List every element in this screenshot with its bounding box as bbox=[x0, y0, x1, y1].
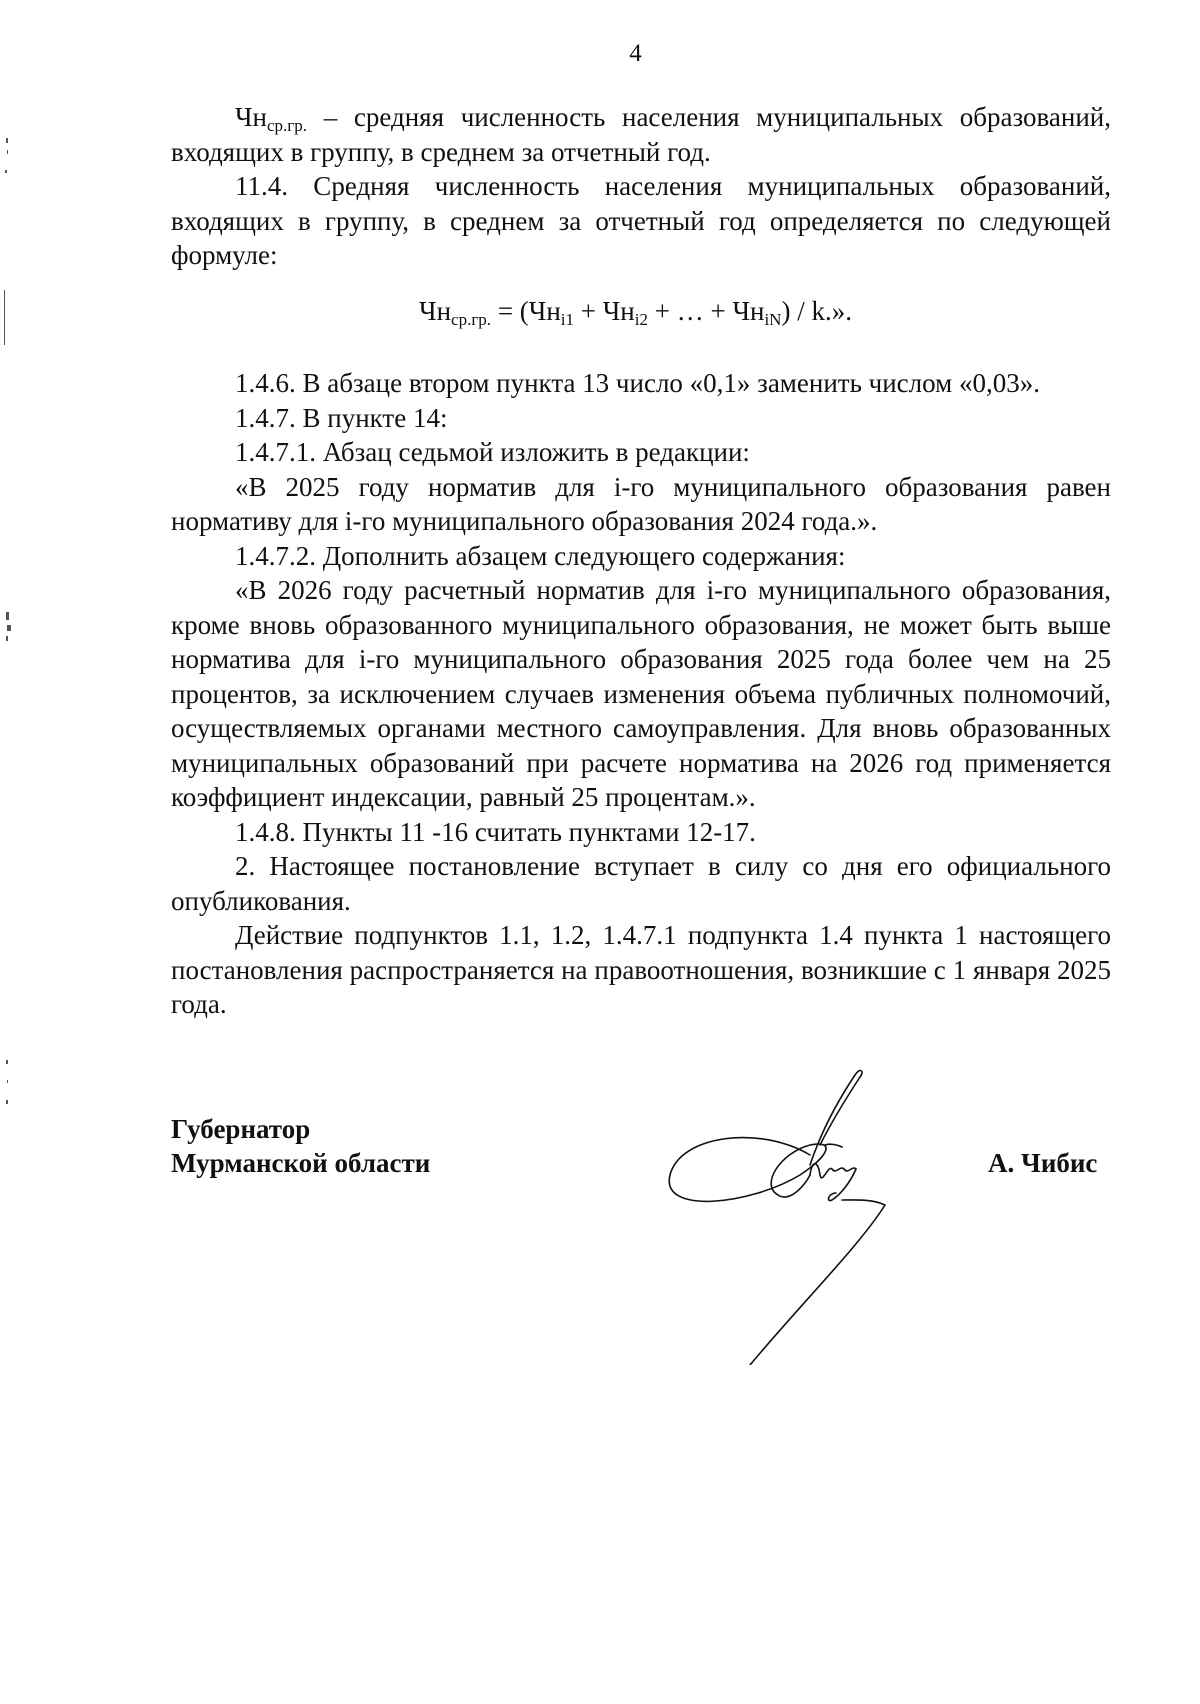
document-body-continued bbox=[171, 366, 1111, 1022]
signatory-title bbox=[171, 1112, 430, 1180]
definition-paragraph bbox=[171, 100, 1111, 169]
document-body bbox=[171, 100, 1111, 273]
formula-term1: Чн bbox=[528, 296, 561, 326]
formula-lhs: Чн bbox=[419, 296, 452, 326]
formula-term2: Чн bbox=[602, 296, 635, 326]
formula-term3-sub: iN bbox=[764, 310, 782, 329]
paragraph-1-4-6: 1.4.6. В абзаце втором пункта 13 число «0,1» заменить числом «0,03». bbox=[235, 368, 1040, 398]
signatory-title-line2: Мурманской области bbox=[171, 1148, 431, 1178]
formula-lhs-sub: ср.гр. bbox=[451, 310, 492, 329]
signatory-title-line1: Губернатор bbox=[171, 1114, 311, 1144]
formula-eq: = ( bbox=[491, 296, 529, 326]
quote-2025: «В 2025 году норматив для i-го муниципального образования равен нормативу для i-го муниципального образования 2024 года.». bbox=[171, 471, 1111, 536]
paragraph-1-4-7-2: 1.4.7.2. Дополнить абзацем следующего содержания: bbox=[235, 540, 846, 571]
quote-2026: «В 2026 году расчетный норматив для i-го муниципального образования, кроме вновь образованного муниципального образования, не может быть выше норматива для i-го муниципального образования 2025 года более чем на 25 процентов, за исключением случаев изменения объема публичных полномочий, осуществляемых органами местного самоуправления. Для вновь образованных муниципальных образований при расчете норматива на 2026 год применяется коэффициент индексации, равный 25 процентам.». bbox=[171, 575, 1111, 812]
definition-symbol: Чн bbox=[235, 102, 267, 132]
paragraph-1-4-8: 1.4.8. Пункты 11 -16 считать пунктами 12-17. bbox=[235, 816, 756, 847]
definition-subscript: ср.гр. bbox=[267, 116, 308, 135]
paragraph-2: 2. Настоящее постановление вступает в силу со дня его официального опубликования. bbox=[171, 851, 1111, 916]
formula-plus: + bbox=[574, 296, 603, 326]
formula-term3: Чн bbox=[732, 296, 765, 326]
page-number: 4 bbox=[629, 40, 642, 67]
paragraph-11-4: 11.4. Средняя численность населения муниципальных образований, входящих в группу, в среднем за отчетный год определяется по следующей формуле: bbox=[171, 171, 1111, 270]
formula-term2-sub: i2 bbox=[634, 310, 648, 329]
definition-text: – средняя численность населения муниципальных образований, входящих в группу, в среднем за отчетный год. bbox=[171, 102, 1111, 167]
paragraph-1-4-7-1: 1.4.7.1. Абзац седьмой изложить в редакции: bbox=[235, 437, 750, 467]
paragraph-effect: Действие подпунктов 1.1, 1.2, 1.4.7.1 подпункта 1.4 пункта 1 настоящего постановления распространяется на правоотношения, возникшие с 1 января 2025 года. bbox=[171, 920, 1111, 1019]
signer-name: А. Чибис bbox=[988, 1148, 1098, 1178]
scan-edge-marks bbox=[0, 0, 20, 1704]
formula-ellipsis: + … + bbox=[647, 296, 733, 326]
formula bbox=[0, 296, 1200, 327]
handwritten-signature bbox=[660, 1065, 920, 1365]
formula-tail: ) / k.». bbox=[781, 296, 852, 326]
formula-term1-sub: i1 bbox=[560, 310, 575, 329]
paragraph-1-4-7: 1.4.7. В пункте 14: bbox=[235, 402, 448, 433]
